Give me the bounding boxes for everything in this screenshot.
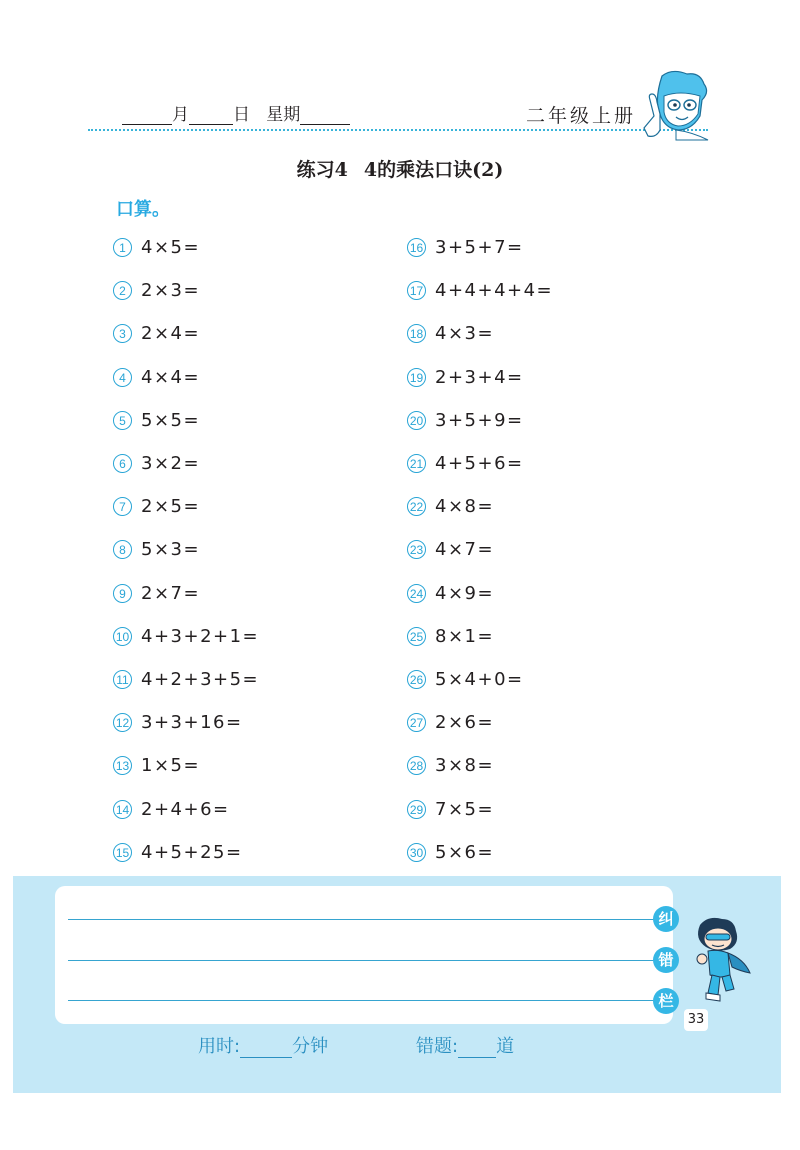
problem-number: 15 <box>113 843 132 862</box>
problem-item <box>113 831 393 874</box>
problem-item <box>407 572 687 615</box>
problem-expression: 2×5= <box>141 496 201 518</box>
problem-item <box>113 787 393 830</box>
problem-number: 3 <box>113 324 132 343</box>
problem-item <box>113 744 393 787</box>
problem-item <box>113 658 393 701</box>
problem-item <box>113 701 393 744</box>
page-number: 33 <box>684 1009 708 1031</box>
correction-line-1[interactable] <box>68 919 654 920</box>
correction-char-2: 错 <box>653 947 679 973</box>
problem-item <box>407 485 687 528</box>
problem-expression: 3×2= <box>141 453 201 475</box>
problem-expression: 4×5= <box>141 237 201 259</box>
problem-number: 22 <box>407 497 426 516</box>
problem-number: 1 <box>113 238 132 257</box>
problem-number: 28 <box>407 756 426 775</box>
date-line <box>122 100 350 125</box>
problem-expression: 4×7= <box>435 539 495 561</box>
problem-expression: 4+5+25= <box>141 841 243 863</box>
problem-number: 18 <box>407 324 426 343</box>
problem-item <box>407 399 687 442</box>
problem-number: 30 <box>407 843 426 862</box>
time-unit: 分钟 <box>292 1036 329 1057</box>
problem-expression: 2×4= <box>141 323 201 345</box>
problem-number: 14 <box>113 800 132 819</box>
errors-label: 错题: <box>416 1036 459 1057</box>
problem-expression: 7×5= <box>435 798 495 820</box>
problem-item <box>407 528 687 571</box>
mascot-thumbs-up-icon <box>632 70 712 142</box>
problem-item <box>113 572 393 615</box>
problem-expression: 3×8= <box>435 755 495 777</box>
weekday-label: 星期 <box>266 105 301 125</box>
problem-item <box>113 399 393 442</box>
problem-expression: 2×3= <box>141 280 201 302</box>
month-label: 月 <box>172 105 189 125</box>
month-blank[interactable] <box>122 104 172 125</box>
problem-item <box>407 658 687 701</box>
problem-expression: 2×7= <box>141 582 201 604</box>
problem-item <box>113 485 393 528</box>
errors-unit: 道 <box>496 1036 515 1057</box>
error-count <box>416 1032 514 1058</box>
topic-label: 4的乘法口诀(2) <box>363 159 504 181</box>
problem-item <box>113 312 393 355</box>
problem-number: 25 <box>407 627 426 646</box>
problem-number: 20 <box>407 411 426 430</box>
problem-column-right <box>407 226 687 874</box>
problem-number: 19 <box>407 368 426 387</box>
correction-line-2[interactable] <box>68 960 654 961</box>
problem-number: 4 <box>113 368 132 387</box>
mascot-superhero-icon <box>686 915 752 1003</box>
problem-number: 9 <box>113 584 132 603</box>
correction-char-3: 栏 <box>653 988 679 1014</box>
problem-expression: 4×3= <box>435 323 495 345</box>
problem-expression: 5×4+0= <box>435 668 524 690</box>
problem-item <box>407 312 687 355</box>
correction-char-1: 纠 <box>653 906 679 932</box>
problem-item <box>407 269 687 312</box>
problem-expression: 5×6= <box>435 841 495 863</box>
problem-expression: 1×5= <box>141 755 201 777</box>
problem-item <box>407 356 687 399</box>
problem-expression: 4+4+4+4= <box>435 280 554 302</box>
correction-line-3[interactable] <box>68 1000 654 1001</box>
problem-expression: 5×5= <box>141 409 201 431</box>
problem-item <box>113 356 393 399</box>
problem-item <box>113 615 393 658</box>
errors-blank[interactable] <box>458 1037 496 1058</box>
problem-number: 23 <box>407 540 426 559</box>
page-title <box>0 155 800 182</box>
problem-expression: 3+5+9= <box>435 409 524 431</box>
header-divider <box>88 129 708 131</box>
problem-number: 5 <box>113 411 132 430</box>
problem-number: 6 <box>113 454 132 473</box>
problem-expression: 3+5+7= <box>435 237 524 259</box>
problem-item <box>407 442 687 485</box>
problem-item <box>113 226 393 269</box>
problem-number: 2 <box>113 281 132 300</box>
problem-item <box>407 701 687 744</box>
correction-card <box>55 886 673 1024</box>
problem-item <box>113 442 393 485</box>
problem-expression: 2+3+4= <box>435 366 524 388</box>
problem-expression: 4×8= <box>435 496 495 518</box>
problem-number: 8 <box>113 540 132 559</box>
problem-number: 21 <box>407 454 426 473</box>
problem-number: 24 <box>407 584 426 603</box>
weekday-blank[interactable] <box>300 104 350 125</box>
problem-item <box>407 787 687 830</box>
problem-item <box>113 269 393 312</box>
problem-expression: 4+2+3+5= <box>141 668 260 690</box>
day-blank[interactable] <box>189 104 233 125</box>
problem-expression: 5×3= <box>141 539 201 561</box>
problem-expression: 2+4+6= <box>141 798 230 820</box>
problem-expression: 4×4= <box>141 366 201 388</box>
problem-number: 17 <box>407 281 426 300</box>
problem-number: 27 <box>407 713 426 732</box>
problem-expression: 8×1= <box>435 625 495 647</box>
problem-column-left <box>113 226 393 874</box>
grade-label: 二年级上册 <box>526 105 637 127</box>
time-label: 用时: <box>198 1036 241 1057</box>
problem-number: 26 <box>407 670 426 689</box>
day-label: 日 <box>233 105 250 125</box>
problem-expression: 4×9= <box>435 582 495 604</box>
problem-expression: 3+3+16= <box>141 712 243 734</box>
problem-number: 7 <box>113 497 132 516</box>
problem-expression: 2×6= <box>435 712 495 734</box>
problem-number: 29 <box>407 800 426 819</box>
problem-expression: 4+3+2+1= <box>141 625 260 647</box>
problem-number: 11 <box>113 670 132 689</box>
problem-expression: 4+5+6= <box>435 453 524 475</box>
problem-item <box>407 744 687 787</box>
instruction: 口算。 <box>116 199 170 220</box>
problem-item <box>113 528 393 571</box>
problem-item <box>407 831 687 874</box>
problem-number: 16 <box>407 238 426 257</box>
time-spent <box>198 1032 328 1058</box>
problem-item <box>407 615 687 658</box>
problem-number: 10 <box>113 627 132 646</box>
exercise-label: 练习4 <box>296 159 348 181</box>
time-blank[interactable] <box>240 1037 292 1058</box>
problem-number: 13 <box>113 756 132 775</box>
problem-number: 12 <box>113 713 132 732</box>
problem-item <box>407 226 687 269</box>
